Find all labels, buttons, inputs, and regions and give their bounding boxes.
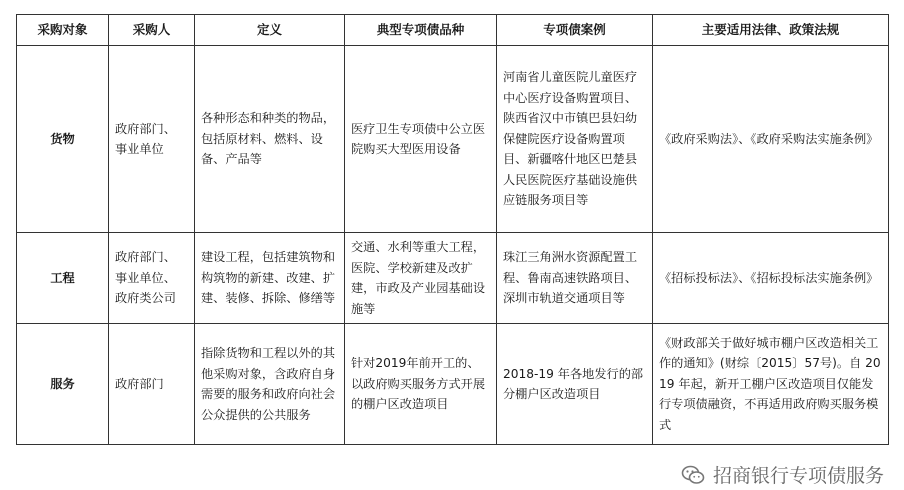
- table-header-row: [17, 15, 889, 46]
- cell-law: 《财政部关于做好城市棚户区改造相关工作的通知》(财综〔2015〕57号)。自 2019 年起，新开工棚户区改造项目仅能发行专项债融资，不再适用政府购买服务模式: [653, 324, 889, 445]
- cell-purchaser: 政府部门: [109, 324, 195, 445]
- cell-object: 工程: [17, 233, 109, 324]
- cell-purchaser: 政府部门、事业单位、政府类公司: [109, 233, 195, 324]
- cell-law: 《招标投标法》、《招标投标法实施条例》: [653, 233, 889, 324]
- procurement-table: [16, 14, 889, 445]
- cell-case: 河南省儿童医院儿童医疗中心医疗设备购置项目、陕西省汉中市镇巴县妇幼保健院医疗设备购置项目、新疆喀什地区巴楚县人民医院医疗基础设施供应链服务项目等: [497, 46, 653, 233]
- cell-object: 服务: [17, 324, 109, 445]
- cell-case: 珠江三角洲水资源配置工程、鲁南高速铁路项目、深圳市轨道交通项目等: [497, 233, 653, 324]
- table-row-service: [17, 324, 889, 445]
- cell-definition: 建设工程，包括建筑物和构筑物的新建、改建、扩建、装修、拆除、修缮等: [195, 233, 345, 324]
- header-definition: 定义: [195, 15, 345, 46]
- watermark: [681, 461, 884, 488]
- header-law: 主要适用法律、政策法规: [653, 15, 889, 46]
- watermark-text: 招商银行专项债服务: [712, 465, 884, 487]
- header-purchaser: 采购人: [109, 15, 195, 46]
- cell-definition: 指除货物和工程以外的其他采购对象，含政府自身需要的服务和政府向社会公众提供的公共服务: [195, 324, 345, 445]
- table-row-goods: [17, 46, 889, 233]
- header-bond-type: 典型专项债品种: [345, 15, 497, 46]
- cell-bond-type: 针对2019年前开工的、以政府购买服务方式开展的棚户区改造项目: [345, 324, 497, 445]
- cell-definition: 各种形态和种类的物品，包括原材料、燃料、设备、产品等: [195, 46, 345, 233]
- cell-object: 货物: [17, 46, 109, 233]
- table-row-works: [17, 233, 889, 324]
- cell-case: 2018-19 年各地发行的部分棚户区改造项目: [497, 324, 653, 445]
- cell-bond-type: 交通、水利等重大工程，医院、学校新建及改扩建，市政及产业园基础设施等: [345, 233, 497, 324]
- cell-law: 《政府采购法》、《政府采购法实施条例》: [653, 46, 889, 233]
- header-object: 采购对象: [17, 15, 109, 46]
- header-case: 专项债案例: [497, 15, 653, 46]
- wechat-icon: [681, 464, 705, 486]
- cell-bond-type: 医疗卫生专项债中公立医院购买大型医用设备: [345, 46, 497, 233]
- cell-purchaser: 政府部门、事业单位: [109, 46, 195, 233]
